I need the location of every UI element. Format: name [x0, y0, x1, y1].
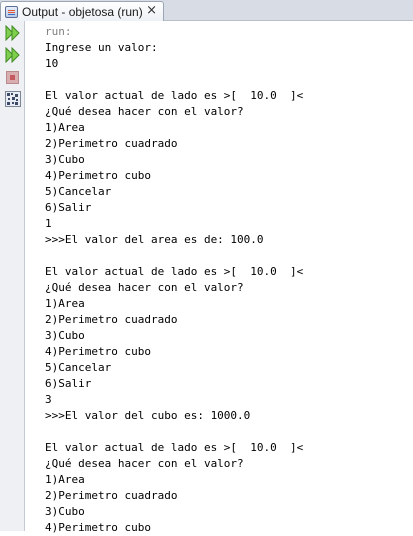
console-line: 5)Cancelar [45, 185, 112, 198]
console-line: 6)Salir [45, 377, 92, 390]
console-line: ¿Qué desea hacer con el valor? [45, 105, 244, 118]
console-line [45, 248, 413, 264]
tab-title: Output - objetosa (run) [22, 4, 143, 19]
output-toolbar [0, 21, 25, 531]
console-line: El valor actual de lado es >[ 10.0 ]< [45, 89, 304, 102]
rerun-with-options-button[interactable] [4, 46, 21, 63]
console-line [45, 424, 413, 440]
console-line: El valor actual de lado es >[ 10.0 ]< [45, 441, 304, 454]
console-line: 1 [45, 217, 52, 230]
statistics-icon [5, 91, 21, 107]
console-line: >>>El valor del cubo es: 1000.0 [45, 409, 251, 422]
console-line: 3 [45, 393, 52, 406]
console-line: 3)Cubo [45, 329, 85, 342]
statistics-button[interactable] [4, 90, 21, 107]
console-line: El valor actual de lado es >[ 10.0 ]< [45, 265, 304, 278]
console-line: 6)Salir [45, 201, 92, 214]
console-line: 10 [45, 57, 59, 70]
console-line: 4)Perimetro cubo [45, 169, 151, 182]
console-line: ¿Qué desea hacer con el valor? [45, 281, 244, 294]
stop-icon [6, 71, 19, 84]
console-line: 1)Area [45, 297, 85, 310]
console-line: 3)Cubo [45, 505, 85, 518]
console-line: 2)Perimetro cuadrado [45, 489, 178, 502]
output-tab[interactable] [0, 1, 164, 21]
close-icon[interactable]: × [146, 3, 157, 18]
console-line: 2)Perimetro cuadrado [45, 137, 178, 150]
console-line: 5)Cancelar [45, 361, 112, 374]
stop-button[interactable] [4, 69, 21, 86]
console-line: 4)Perimetro cubo [45, 345, 151, 358]
console-line: 2)Perimetro cuadrado [45, 313, 178, 326]
output-window-icon [5, 6, 18, 18]
console-line: 4)Perimetro cubo [45, 521, 151, 534]
rerun-button[interactable] [4, 24, 21, 41]
rerun-with-options-icon [5, 47, 21, 63]
console-line: 1)Area [45, 121, 85, 134]
console-output[interactable] [45, 24, 413, 536]
console-line [45, 72, 413, 88]
console-line: run: [45, 25, 72, 38]
console-line: ¿Qué desea hacer con el valor? [45, 457, 244, 470]
console-line: 3)Cubo [45, 153, 85, 166]
rerun-icon [5, 25, 21, 41]
console-line: 1)Area [45, 473, 85, 486]
output-tab-bar [0, 0, 413, 21]
console-line: Ingrese un valor: [45, 41, 158, 54]
console-line: >>>El valor del area es de: 100.0 [45, 233, 264, 246]
